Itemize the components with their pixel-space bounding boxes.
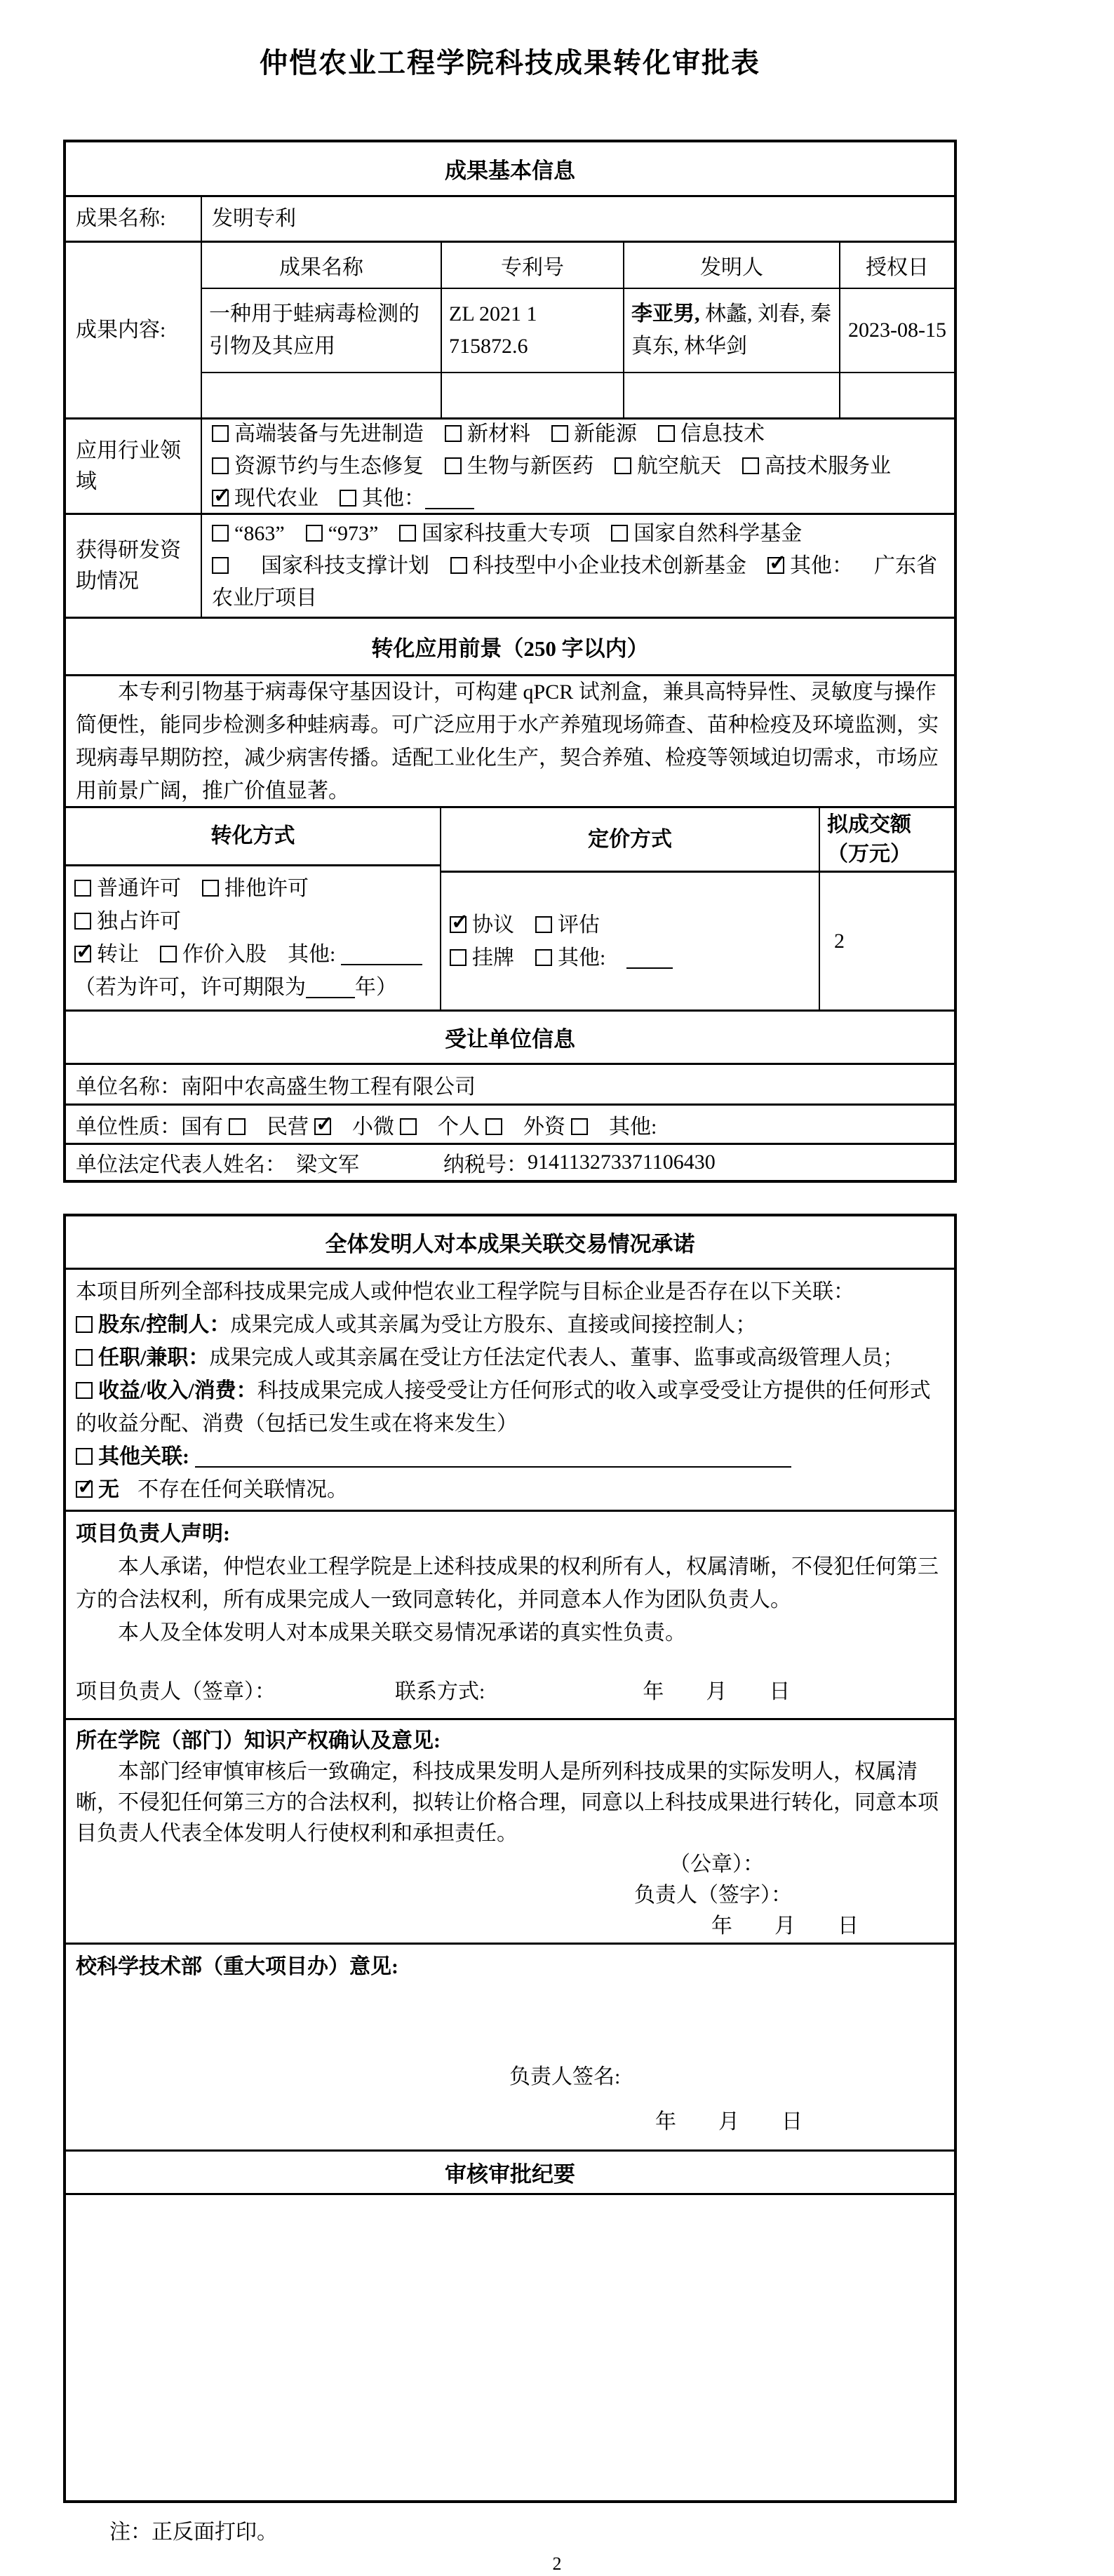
checkbox[interactable] [658,425,675,442]
checkbox[interactable] [74,946,91,962]
checkbox[interactable] [445,425,462,442]
checkbox-label: 国家科技重大专项 [422,521,591,545]
checkbox-option [74,877,181,900]
row-sst-opinion [66,1943,954,2149]
assignee-name-value: 南阳中农高盛生物工程有限公司 [181,1075,476,1099]
checkbox-label: 小微 [352,1115,394,1139]
sst-opinion-title: 校科学技术部（重大项目办）意见: [76,1955,398,1978]
declaration-sign-row [76,1675,944,1712]
fill-in-blank[interactable] [306,976,355,998]
checkbox-label: 外资 [523,1115,565,1139]
checkbox-option [212,487,318,510]
patent-col-number: 专利号 [441,243,623,288]
patent-col-date: 授权日 [839,243,954,288]
checkbox[interactable] [212,557,229,574]
checkbox[interactable] [76,1349,93,1366]
date-field[interactable]: 年 月 日 [643,1680,791,1703]
price-options [441,873,819,1009]
sst-date-field[interactable]: 年 月 日 [655,2110,803,2133]
funding-options [202,515,954,617]
fill-in-blank[interactable] [626,946,673,969]
patent-table [202,243,954,417]
checkbox-label: 挂牌 [472,946,514,970]
section-header-prospect: 转化应用前景（250 字以内） [66,617,954,674]
checkbox[interactable] [76,1481,93,1498]
checkbox-option [160,943,267,966]
checkbox[interactable] [742,457,759,474]
industry-other-option: 其他： [340,487,474,510]
checkbox-label: 评估 [558,913,600,937]
table-commitment [63,1214,957,2503]
checkbox[interactable] [611,525,628,542]
checkbox[interactable] [400,1118,417,1135]
checkbox[interactable] [551,425,568,442]
checkbox[interactable] [76,1382,93,1399]
checkbox[interactable] [535,949,552,966]
checkbox-label: 普通许可 [97,877,181,900]
checkbox-option [615,455,721,478]
checkbox-label: 资源节约与生态修复 [234,454,424,478]
relation-item: 其他关联: [76,1440,944,1473]
patent-col-name: 成果名称 [279,256,363,279]
checkbox-option [352,1115,417,1139]
checkbox-option [611,522,802,545]
patent-grant-date: 2023-08-15 [839,289,954,372]
tax-number-value: 914113273371106430 [528,1151,716,1174]
checkbox-label: 信息技术 [680,422,765,445]
checkbox-option [551,422,637,445]
checkbox[interactable] [76,1316,93,1333]
checkbox-option [202,877,309,900]
checkbox[interactable] [212,490,229,507]
row-prospect-text [66,674,954,806]
patent-number: ZL 2021 1 715872.6 [441,289,623,372]
checkbox[interactable] [571,1118,588,1135]
college-sign-label[interactable]: 负责人（签字）： [634,1884,792,1907]
print-note: 注：正反面打印。 [109,2521,278,2544]
checkbox-label: 高技术服务业 [765,454,891,478]
row-result-content [66,241,954,417]
checkbox-option [306,522,379,545]
checkbox-option [74,910,181,933]
amount-header: 拟成交额（万元） [820,808,954,873]
checkbox-option [212,455,424,478]
checkbox-label: 独占许可 [97,910,181,933]
row-funding [66,513,954,617]
checkbox-label: “863” [234,521,285,545]
checkbox-label: 排他许可 [224,877,309,900]
checkbox-option [212,422,424,445]
checkbox[interactable] [767,557,784,574]
checkbox-option [267,1115,331,1139]
leader-signature-label[interactable]: 项目负责人（签章）： [76,1680,276,1703]
row-pricing [66,806,954,1009]
declaration-title: 项目负责人声明: [76,1522,230,1545]
checkbox[interactable] [74,913,91,930]
checkbox[interactable] [314,1118,331,1135]
row-assignee-nature: 单位性质： 国有 民营 ✓ 小微 个人 外资 其他: [66,1103,954,1143]
patent-empty-row [202,372,954,417]
checkbox-label: 个人 [438,1115,480,1139]
checkbox-option [181,1115,246,1139]
seal-label: （公章）： [669,1853,764,1876]
checkbox-label: 国家科技支撑计划 [261,554,429,577]
result-name-value: 发明专利 [212,207,296,230]
checkbox-label: 航空航天 [637,454,721,478]
patent-inventors: 李亚男, 林蠡, 刘春, 秦真东, 林华剑 [623,289,839,372]
industry-label: 应用行业领域 [66,420,202,513]
funding-other-option: ✓ 其他： [767,554,853,577]
method-options: 普通许可 排他许可独占许可 ✓转让 作价入股 其他: （若为许可，许可期限为 年） [66,866,440,1009]
checkbox[interactable] [76,1448,93,1465]
contact-field-label[interactable]: 联系方式: [395,1680,485,1703]
relation-item: 收益/收入/消费：科技成果完成人接受受让方任何形式的收入或享受受让方提供的任何形式的收益分配、消费（包括已发生或在将来发生） [76,1379,931,1435]
fill-in-blank[interactable] [341,943,422,965]
row-relations [66,1268,954,1510]
checkbox[interactable] [340,490,356,507]
checkbox-option [212,522,285,545]
funding-other-value: 广东省农业厅项目 [212,554,937,610]
checkbox-option [438,1115,502,1139]
college-opinion-title: 所在学院（部门）知识产权确认及意见: [76,1729,441,1752]
relation-item: 任职/兼职：成果完成人或其亲属在受让方任法定代表人、董事、监事或高级管理人员； [76,1341,944,1374]
checkbox-option [535,946,605,970]
checkbox-option [74,943,139,966]
license-term-note: （若为许可，许可期限为 年） [74,976,397,999]
table-basic-info [63,140,957,1183]
section-header-minutes: 审核审批纪要 [66,2149,954,2193]
industry-options [202,420,954,513]
college-opinion-paragraph: 本部门经审慎审核后一致确定，科技成果发明人是所列科技成果的实际发明人，权属清晰，不侵犯任何第三方的合法权利，拟转让价格合理，同意以上科技成果进行转化，同意本项目负责人代表全体发明人行使权利和承担责任。 [76,1760,939,1845]
checkbox-label: 新材料 [467,422,530,445]
page-title: 仲恺农业工程学院科技成果转化审批表 [260,47,760,79]
checkbox-label: 转让 [97,943,139,966]
price-header: 定价方式 [441,808,819,873]
checkbox-label: 国家自然科学基金 [633,521,803,545]
checkbox-label: 新能源 [574,422,637,445]
checkbox-label: 协议 [472,913,514,937]
checkbox[interactable] [212,425,229,442]
result-name-label: 成果名称: [66,197,202,241]
checkbox[interactable] [450,916,467,933]
row-declaration [66,1510,954,1718]
checkbox[interactable] [74,880,91,897]
checkbox[interactable] [160,946,177,962]
row-college-opinion [66,1718,954,1943]
patent-name: 一种用于蛙病毒检测的引物及其应用 [209,302,420,358]
amount-value: 2 [834,930,845,953]
checkbox[interactable] [306,525,323,542]
row-assignee-legal: 单位法定代表人姓名： 梁文军 纳税号： 914113273371106430 [66,1143,954,1180]
checkbox-option [535,913,600,937]
checkbox-label: 民营 [267,1115,309,1139]
checkbox-label: “973” [328,521,379,545]
section-header-commitment: 全体发明人对本成果关联交易情况承诺 [325,1232,695,1256]
declaration-paragraph-1: 本人承诺，仲恺农业工程学院是上述科技成果的权利所有人，权属清晰，不侵犯任何第三方的合法权利，所有成果完成人一致同意转化，并同意本人作为团队负责人。 [76,1555,939,1611]
relation-item: 股东/控制人：成果完成人或其亲属为受让方股东、直接或间接控制人； [76,1308,944,1341]
checkbox-option [212,554,429,577]
checkbox-option [445,455,593,478]
checkbox-option [658,422,765,445]
checkbox-label: 现代农业 [234,486,318,510]
price-column [440,808,819,1009]
checkbox[interactable] [535,916,552,933]
page-number: 2 [552,2554,562,2574]
checkbox[interactable] [445,457,462,474]
patent-col-inventors: 发明人 [623,243,839,288]
checkbox-option [742,455,891,478]
sst-sign-label[interactable]: 负责人签名: [509,2065,621,2088]
checkbox-option [450,913,514,937]
checkbox[interactable] [399,525,416,542]
row-assignee-name: 单位名称： 南阳中农高盛生物工程有限公司 [66,1063,954,1103]
checkbox-option [523,1115,588,1139]
relation-item: ✓无 不存在任何关联情况。 [76,1473,944,1506]
checkbox-option [450,554,746,577]
checkbox[interactable] [212,457,229,474]
method-column [66,808,440,1009]
amount-column [819,808,954,1009]
checkbox-option [450,946,514,970]
section-header-assignee: 受让单位信息 [66,1009,954,1063]
checkbox-label: 其他: [558,946,606,970]
college-date-field[interactable]: 年 月 日 [711,1914,859,1938]
checkbox-label: 国有 [181,1115,223,1139]
row-minutes-empty [66,2193,954,2500]
checkbox-label: 高端装备与先进制造 [234,422,424,445]
patent-header-row [202,243,954,288]
checkbox-label: 作价入股 [182,943,267,966]
row-result-name [66,195,954,241]
checkbox-label: 生物与新医药 [467,454,593,478]
checkbox[interactable] [485,1118,502,1135]
checkbox[interactable] [202,880,219,897]
checkbox[interactable] [229,1118,246,1135]
row-industry [66,417,954,513]
prospect-paragraph: 本专利引物基于病毒保守基因设计，可构建 qPCR 试剂盒，兼具高特异性、灵敏度与操作简便性，能同步检测多种蛙病毒。可广泛应用于水产养殖现场筛查、苗种检疫及环境监测，实现病毒早期防控，减少病害传播。适配工业化生产，契合养殖、检疫等领域迫切需求，市场应用前景广阔，推广价值显著。 [76,680,939,803]
declaration-paragraph-2: 本人及全体发明人对本成果关联交易情况承诺的真实性负责。 [118,1621,686,1644]
funding-label: 获得研发资助情况 [66,515,202,617]
checkbox[interactable] [212,525,229,542]
checkbox-option [399,522,590,545]
section-header-basic-info: 成果基本信息 [445,159,575,183]
fill-in-blank[interactable] [195,1445,791,1468]
relations-intro: 本项目所列全部科技成果完成人或仲恺农业工程学院与目标企业是否存在以下关联： [76,1280,854,1303]
method-header: 转化方式 [66,808,440,866]
patent-data-row [202,288,954,372]
legal-representative-value: 梁文军 [296,1153,359,1176]
checkbox[interactable] [450,557,467,574]
fill-in-blank[interactable] [425,487,474,509]
checkbox-option [445,422,530,445]
checkbox[interactable] [450,949,467,966]
checkbox[interactable] [615,457,631,474]
checkbox-label: 科技型中小企业技术创新基金 [473,554,746,577]
result-content-label: 成果内容: [66,243,202,417]
